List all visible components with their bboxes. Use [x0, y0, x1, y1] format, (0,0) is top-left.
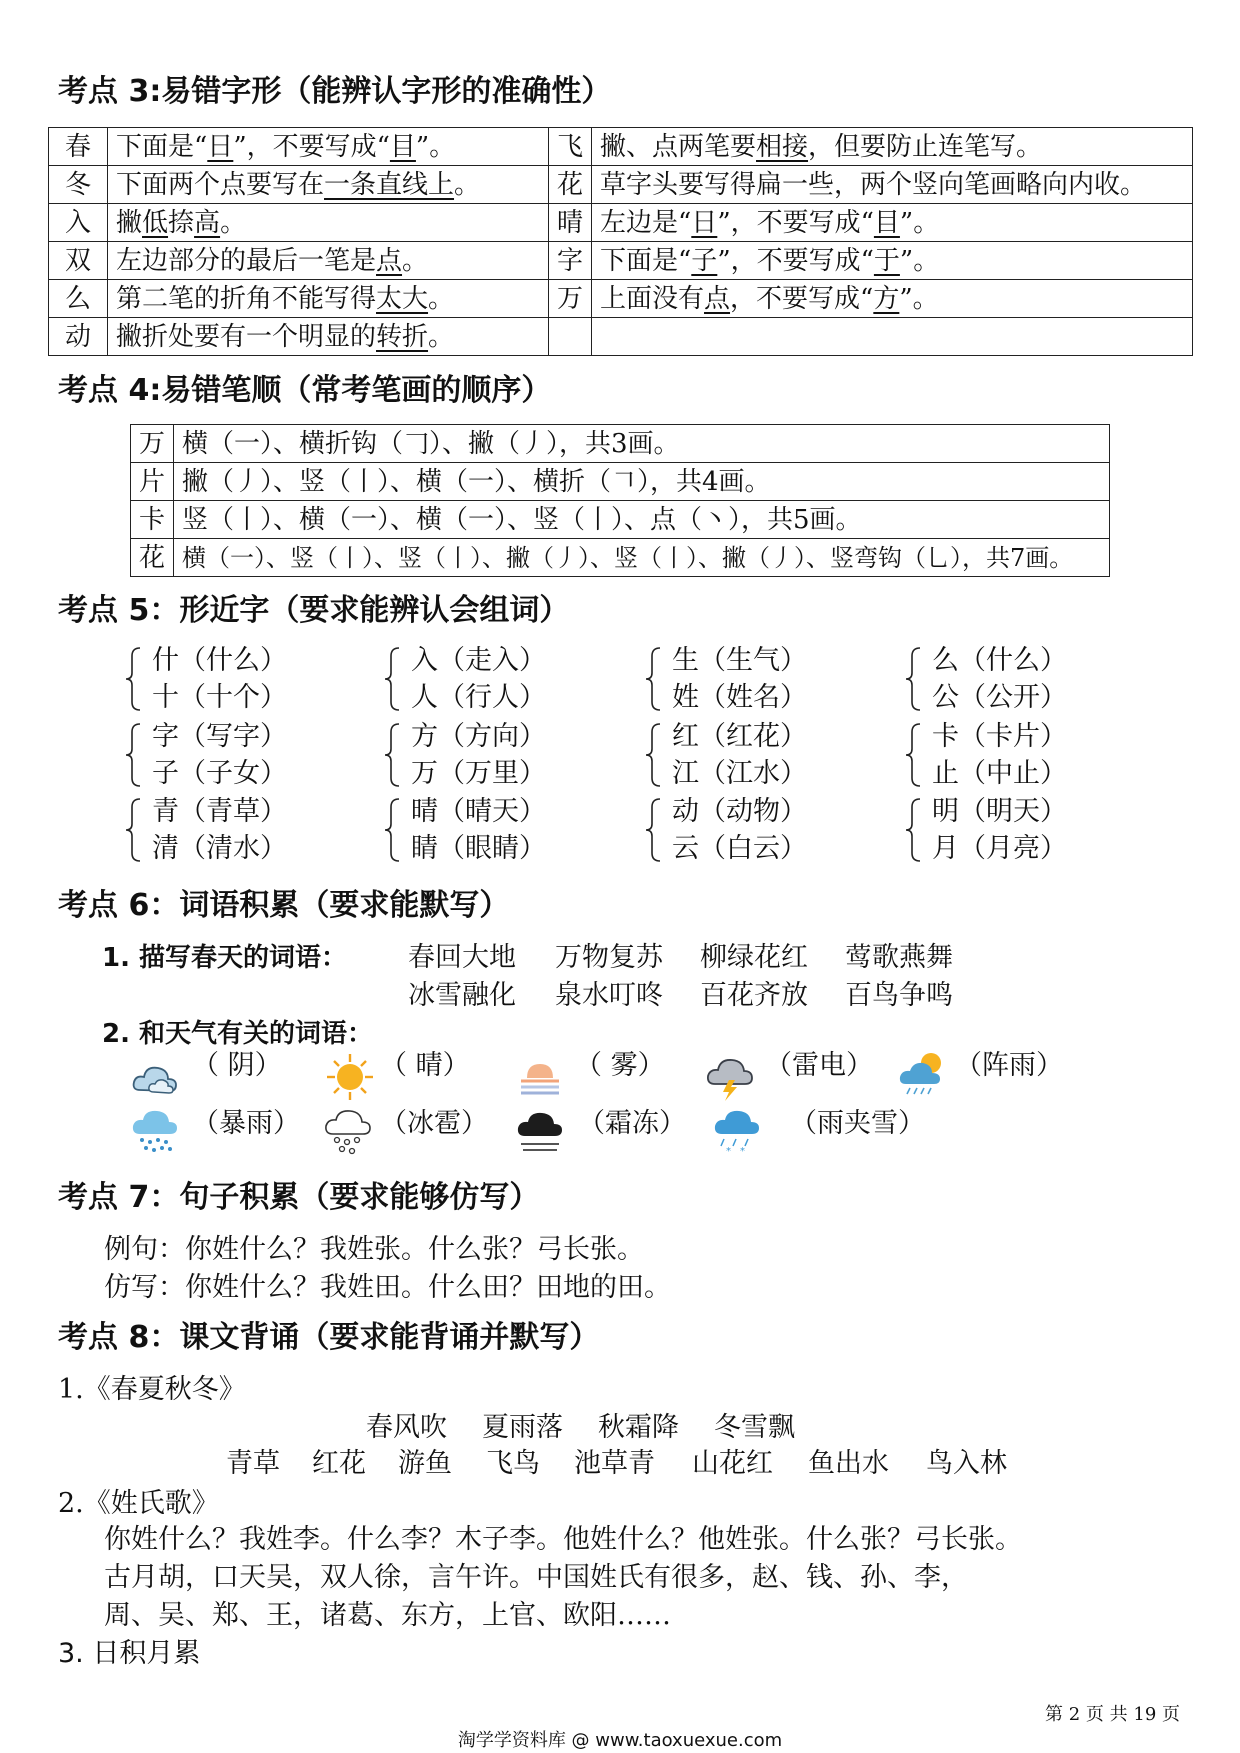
char-cell: 入 — [49, 204, 108, 242]
sleet-icon — [712, 1106, 762, 1156]
poem-word: 春风吹 — [366, 1412, 447, 1443]
word-a: 什（什么） — [152, 645, 287, 676]
word-a: 方（方向） — [411, 721, 546, 752]
note-part: 。 — [220, 207, 247, 238]
note-cell — [592, 204, 1193, 242]
word-a: 动（动物） — [672, 796, 807, 827]
frost-icon — [515, 1106, 565, 1156]
section-6-title: 考点 6：词语积累（要求能默写） — [58, 888, 510, 923]
similar-char-pair — [668, 642, 807, 716]
word-b: 睛（眼睛） — [411, 833, 546, 864]
note-part: 一条直线上 — [324, 169, 455, 200]
brace-icon — [904, 722, 922, 788]
poem-2-title: 2.《姓氏歌》 — [58, 1488, 219, 1519]
word-a: 生（生气） — [672, 645, 807, 676]
section-4-title: 考点 4:易错笔顺（常考笔画的顺序） — [58, 373, 552, 408]
weather-label: （冰雹） — [380, 1108, 488, 1139]
note-part: ，但要防止连笔写。 — [808, 131, 1043, 162]
char-cell: 字 — [549, 242, 592, 280]
note-part: ”。 — [899, 245, 940, 276]
spring-word: 百花齐放 — [700, 980, 808, 1011]
brace-icon — [383, 722, 401, 788]
note-part: 下面是“ — [600, 245, 692, 276]
note-part: 相接 — [756, 131, 809, 162]
note-part: 左边是“ — [600, 207, 692, 238]
note-part: 转折 — [376, 321, 429, 352]
note-part: 高 — [194, 207, 221, 238]
note-part: 日 — [207, 131, 234, 162]
spring-word: 冰雪融化 — [408, 980, 516, 1011]
note-part: 目 — [873, 207, 900, 238]
section-7-title: 考点 7：句子积累（要求能够仿写） — [58, 1180, 540, 1215]
char-cell: 片 — [131, 463, 174, 501]
note-cell — [592, 128, 1193, 166]
word-a: 明（明天） — [932, 796, 1067, 827]
note-cell — [108, 204, 549, 242]
table-row — [131, 539, 1110, 577]
poem-word: 鱼出水 — [808, 1448, 889, 1479]
note-part: ”。 — [899, 283, 939, 314]
note-part: 捺 — [168, 207, 195, 238]
similar-char-pair — [407, 793, 546, 867]
note-part: 子 — [691, 245, 718, 276]
poem-word: 池草青 — [574, 1448, 655, 1479]
similar-char-pair — [148, 718, 287, 792]
char-cell — [549, 318, 592, 356]
spring-words-heading: 1. 描写春天的词语： — [102, 943, 348, 973]
word-b: 万（万里） — [411, 758, 546, 789]
weather-label: （雷电） — [765, 1050, 873, 1081]
svg-text:*: * — [726, 1146, 731, 1156]
word-b: 清（清水） — [152, 833, 287, 864]
note-cell — [108, 280, 549, 318]
weather-words-heading: 2. 和天气有关的词语： — [102, 1019, 374, 1049]
weather-label: （霜冻） — [578, 1108, 686, 1139]
poem-word: 夏雨落 — [482, 1412, 563, 1443]
table-row — [49, 242, 1193, 280]
table-row — [131, 501, 1110, 539]
similar-char-pair — [407, 642, 546, 716]
poem-2-line-3: 周、吴、郑、王，诸葛、东方，上官、欧阳…… — [104, 1600, 671, 1631]
char-cell: 么 — [49, 280, 108, 318]
word-a: 卡（卡片） — [932, 721, 1067, 752]
word-a: 么（什么） — [932, 645, 1067, 676]
imitation-sentence: 仿写：你姓什么？我姓田。什么田？田地的田。 — [104, 1272, 671, 1303]
note-part: 。 — [402, 245, 429, 276]
word-b: 人（行人） — [411, 682, 546, 713]
word-a: 字（写字） — [152, 721, 287, 752]
note-part: ，不要写成“ — [730, 283, 874, 314]
note-part: 低 — [142, 207, 169, 238]
spring-word: 柳绿花红 — [700, 942, 808, 973]
weather-label: （ 晴） — [380, 1050, 470, 1081]
char-cell: 花 — [549, 166, 592, 204]
note-part: 方 — [873, 283, 900, 314]
example-sentence: 例句：你姓什么？我姓张。什么张？弓长张。 — [104, 1234, 644, 1265]
spring-word: 万物复苏 — [555, 942, 663, 973]
brace-icon — [383, 646, 401, 712]
note-part: ”，不要写成“ — [717, 245, 874, 276]
table-row — [131, 463, 1110, 501]
brace-icon — [904, 646, 922, 712]
fog-icon — [515, 1052, 565, 1102]
note-part: 左边部分的最后一笔是 — [116, 245, 377, 276]
note-cell — [108, 166, 549, 204]
char-cell: 春 — [49, 128, 108, 166]
poem-word: 冬雪飘 — [714, 1412, 795, 1443]
poem-2-line-2: 古月胡，口天吴，双人徐，言午许。中国姓氏有很多，赵、钱、孙、李， — [104, 1562, 968, 1593]
note-part: 点 — [704, 283, 731, 314]
brace-icon — [644, 722, 662, 788]
part-3-title: 3. 日积月累 — [58, 1638, 201, 1669]
stroke-order-cell: 撇（丿）、竖（丨）、横（一）、横折（𠃍），共4画。 — [174, 463, 1110, 501]
char-cell: 飞 — [549, 128, 592, 166]
poem-word: 鸟入林 — [926, 1448, 1007, 1479]
note-cell — [592, 242, 1193, 280]
note-part: 撇 — [116, 207, 143, 238]
poem-word: 青草 — [226, 1448, 280, 1479]
poem-word: 红花 — [312, 1448, 366, 1479]
svg-text:*: * — [740, 1146, 745, 1156]
poem-word: 秋霜降 — [598, 1412, 679, 1443]
char-cell: 双 — [49, 242, 108, 280]
stroke-order-cell: 横（一）、横折钩（𠃌）、撇（丿），共3画。 — [174, 425, 1110, 463]
note-part: ”。 — [415, 131, 456, 162]
spring-word: 泉水叮咚 — [555, 980, 663, 1011]
site-watermark: 淘学学资料库 @ www.taoxuexue.com — [457, 1730, 783, 1751]
note-part: 下面是“ — [116, 131, 208, 162]
poem-2-line-1: 你姓什么？我姓李。什么李？木子李。他姓什么？他姓张。什么张？弓长张。 — [104, 1524, 1022, 1555]
char-cell: 晴 — [549, 204, 592, 242]
spring-word: 莺歌燕舞 — [845, 942, 953, 973]
char-cell: 花 — [131, 539, 174, 577]
section-5-title: 考点 5：形近字（要求能辨认会组词） — [58, 593, 570, 628]
word-b: 子（子女） — [152, 758, 287, 789]
brace-icon — [124, 797, 142, 863]
word-b: 江（江水） — [672, 758, 807, 789]
note-part: 撇折处要有一个明显的 — [116, 321, 377, 352]
stroke-order-table — [130, 424, 1110, 577]
note-part: 太大 — [376, 283, 429, 314]
char-cell: 动 — [49, 318, 108, 356]
char-cell: 万 — [131, 425, 174, 463]
note-part: ”，不要写成“ — [717, 207, 874, 238]
section-3-title: 考点 3:易错字形（能辨认字形的准确性） — [58, 74, 612, 109]
glyph-table — [48, 127, 1193, 356]
similar-char-pair — [407, 718, 546, 792]
note-part: 上面没有 — [600, 283, 705, 314]
char-cell: 冬 — [49, 166, 108, 204]
word-a: 红（红花） — [672, 721, 807, 752]
section-8-title: 考点 8：课文背诵（要求能背诵并默写） — [58, 1320, 600, 1355]
note-part: 日 — [691, 207, 718, 238]
word-a: 晴（晴天） — [411, 796, 546, 827]
spring-word: 百鸟争鸣 — [845, 980, 953, 1011]
brace-icon — [644, 797, 662, 863]
table-row — [49, 204, 1193, 242]
note-part: ”。 — [899, 207, 940, 238]
poem-1-title: 1.《春夏秋冬》 — [58, 1374, 246, 1405]
brace-icon — [124, 646, 142, 712]
brace-icon — [904, 797, 922, 863]
note-part: 下面两个点要写在 — [116, 169, 325, 200]
note-part: 第二笔的折角不能写得 — [116, 283, 377, 314]
heavy-rain-icon — [130, 1106, 180, 1156]
stroke-order-cell: 横（一）、竖（丨）、竖（丨）、撇（丿）、竖（丨）、撇（丿）、竖弯钩（乚），共7画。 — [174, 539, 1110, 577]
table-row — [131, 425, 1110, 463]
weather-label: （阵雨） — [955, 1050, 1063, 1081]
note-part: 。 — [428, 321, 455, 352]
note-part: 。 — [428, 283, 455, 314]
similar-char-pair — [148, 793, 287, 867]
note-cell — [108, 128, 549, 166]
weather-label: （暴雨） — [192, 1108, 300, 1139]
note-part: 草字头要写得扁一些，两个竖向笔画略向内收。 — [600, 169, 1147, 200]
table-row — [49, 128, 1193, 166]
word-a: 青（青草） — [152, 796, 287, 827]
weather-label: （雨夹雪） — [790, 1108, 925, 1139]
table-row — [49, 280, 1193, 318]
shower-icon — [898, 1048, 948, 1098]
cloudy-icon — [130, 1052, 180, 1102]
similar-char-pair — [668, 718, 807, 792]
word-b: 止（中止） — [932, 758, 1067, 789]
word-b: 十（十个） — [152, 682, 287, 713]
char-cell: 万 — [549, 280, 592, 318]
weather-label: （ 雾） — [575, 1050, 665, 1081]
note-part: 点 — [376, 245, 403, 276]
poem-word: 游鱼 — [398, 1448, 452, 1479]
note-cell — [108, 318, 549, 356]
note-cell — [108, 242, 549, 280]
brace-icon — [383, 797, 401, 863]
note-part: 。 — [454, 169, 481, 200]
weather-label: （ 阴） — [192, 1050, 282, 1081]
stroke-order-cell: 竖（丨）、横（一）、横（一）、竖（丨）、点（丶），共5画。 — [174, 501, 1110, 539]
poem-word: 飞鸟 — [486, 1448, 540, 1479]
thunder-icon — [705, 1052, 755, 1102]
similar-char-pair — [668, 793, 807, 867]
note-cell — [592, 318, 1193, 356]
hail-icon — [323, 1106, 373, 1156]
similar-char-pair — [148, 642, 287, 716]
char-cell: 卡 — [131, 501, 174, 539]
brace-icon — [124, 722, 142, 788]
note-cell — [592, 166, 1193, 204]
page-number: 第 2 页 共 19 页 — [1045, 1704, 1180, 1725]
table-row — [49, 318, 1193, 356]
word-a: 入（走入） — [411, 645, 546, 676]
word-b: 姓（姓名） — [672, 682, 807, 713]
note-part: 目 — [389, 131, 416, 162]
brace-icon — [644, 646, 662, 712]
sun-icon — [325, 1052, 375, 1102]
similar-char-pair — [928, 718, 1067, 792]
word-b: 公（公开） — [932, 682, 1067, 713]
note-part: 于 — [873, 245, 900, 276]
spring-word: 春回大地 — [408, 942, 516, 973]
table-row — [49, 166, 1193, 204]
similar-char-pair — [928, 793, 1067, 867]
word-b: 云（白云） — [672, 833, 807, 864]
word-b: 月（月亮） — [932, 833, 1067, 864]
note-part: 撇、点两笔要 — [600, 131, 757, 162]
similar-char-pair — [928, 642, 1067, 716]
poem-word: 山花红 — [692, 1448, 773, 1479]
note-part: ”，不要写成“ — [233, 131, 390, 162]
note-cell — [592, 280, 1193, 318]
